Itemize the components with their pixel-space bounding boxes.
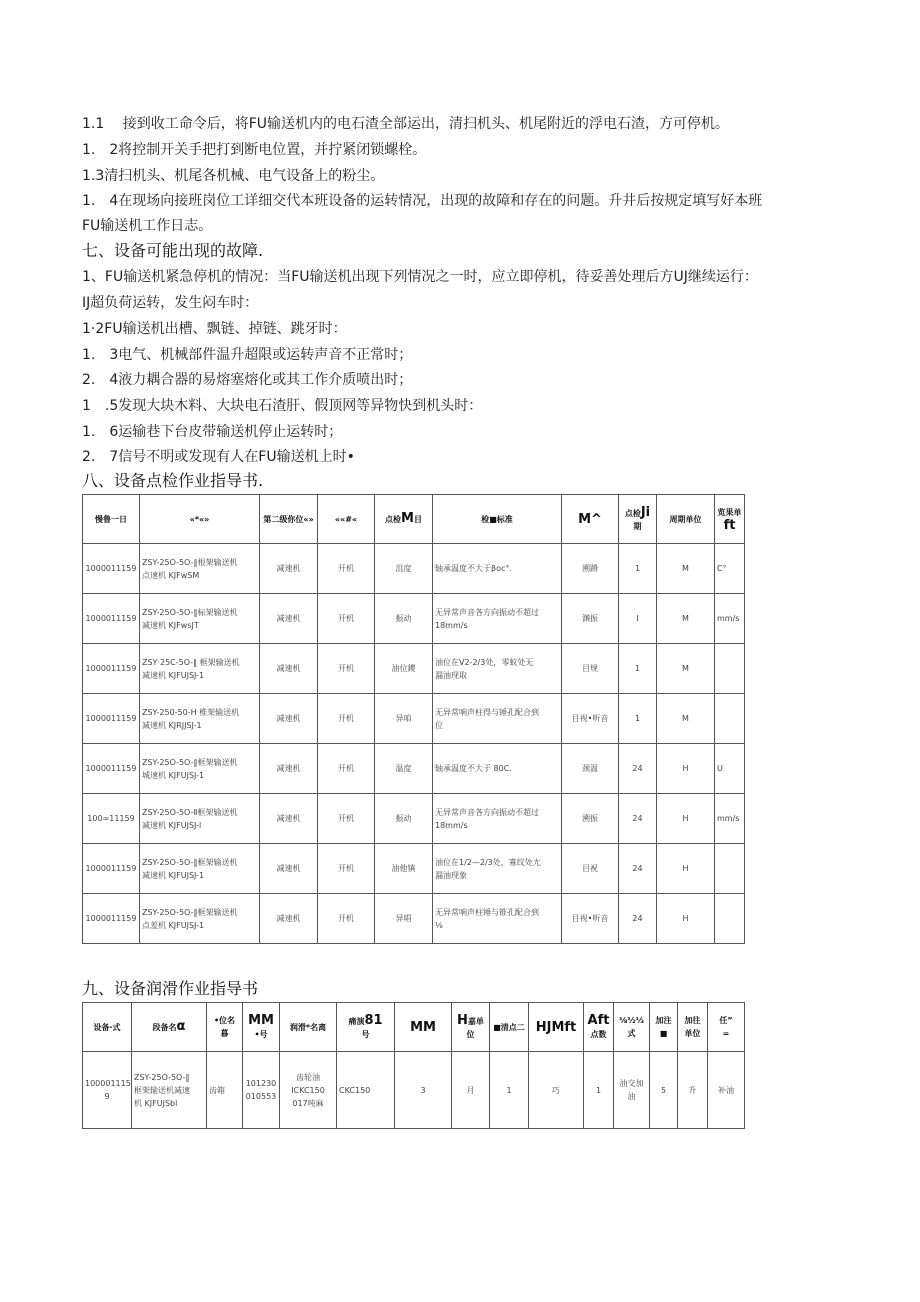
table-row bbox=[83, 894, 745, 944]
lubrication-table bbox=[82, 1002, 745, 1129]
table-cell: I bbox=[619, 594, 657, 644]
section7-line-8: 2. 7信号不明或发现有人在FU输送机上时• bbox=[82, 449, 355, 465]
table-cell: 振动 bbox=[375, 594, 433, 644]
header-cell: 第二级你位«» bbox=[260, 495, 318, 544]
table-cell: 24 bbox=[619, 794, 657, 844]
table-cell: U bbox=[715, 744, 745, 794]
table-cell: 1 bbox=[619, 694, 657, 744]
table-cell: 异唱 bbox=[375, 894, 433, 944]
table-cell: 油位在1/2—2/3处，寡纹处尢 漏油现象 bbox=[433, 844, 562, 894]
table-cell: H bbox=[657, 844, 715, 894]
table-cell: 100∞11159 bbox=[83, 794, 140, 844]
header-cell: Aft 点数 bbox=[584, 1003, 614, 1052]
header-cell: 润滑*名离 bbox=[280, 1003, 337, 1052]
table-cell: 目规 bbox=[562, 644, 619, 694]
section7-line-5: 2. 4液力耦合器的易熔塞熔化或其工作介质喷出时； bbox=[82, 372, 413, 388]
table-row bbox=[83, 644, 745, 694]
table-cell: 开机 bbox=[318, 744, 375, 794]
table-row bbox=[83, 794, 745, 844]
header-cell: ■清点二 bbox=[490, 1003, 529, 1052]
table-cell: 目祝 bbox=[562, 844, 619, 894]
header-cell: •位名 暮 bbox=[207, 1003, 243, 1052]
table-cell: 24 bbox=[619, 744, 657, 794]
table-cell: H bbox=[657, 794, 715, 844]
table-cell bbox=[715, 694, 745, 744]
table-cell: ZSY-25O-5O-Ⅱ框架输送机 减速机 KJFUJSJ-l bbox=[140, 794, 260, 844]
paragraph-4: 1. 4在现场向接班岗位工详细交代本班设备的运转情况，出现的故障和存在的问题。升井后按规定填写好本班 bbox=[82, 193, 763, 209]
table-cell: ZSY-25O-5O-‖框架输送机 减速机 KJFUJSJ-1 bbox=[140, 844, 260, 894]
header-cell: 周期单位 bbox=[657, 495, 715, 544]
section7-line-6: 1 .5发现大块木料、大块电石渣肝、假顶网等异物快到机头时： bbox=[82, 398, 483, 414]
section7-line-7: 1. 6运输巷下台皮带输送机停止运转时； bbox=[82, 424, 343, 440]
table-cell: 减速机 bbox=[260, 744, 318, 794]
header-cell: 点检Ji 期 bbox=[619, 495, 657, 544]
table-cell: 24 bbox=[619, 894, 657, 944]
table-cell: 油交加 油 bbox=[614, 1052, 650, 1129]
table-cell: 异咱 bbox=[375, 694, 433, 744]
section7-line-3: 1·2FU输送机出槽、飘链、掉链、跳牙时： bbox=[82, 321, 347, 337]
paragraph-3: 1.3清扫机头、机尾各机械、电气设备上的粉尘。 bbox=[82, 168, 385, 184]
table-cell: 开机 bbox=[318, 594, 375, 644]
table-cell: ZSY·25C-5O-‖ 框架输送机 减速机 KJFUJSJ-1 bbox=[140, 644, 260, 694]
table-cell: ZSY-25O-5O-‖框架输送机 点羞机 KJFUJSJ-1 bbox=[140, 894, 260, 944]
table-cell: 1 bbox=[619, 544, 657, 594]
table-cell: ZSY-25O-5O-‖ 框架输送机减速 机 KJFUJSbl bbox=[132, 1052, 207, 1129]
header-cell: 设备·式 bbox=[83, 1003, 132, 1052]
header-cell: 痛演81 号 bbox=[337, 1003, 395, 1052]
table-cell: 1000011159 bbox=[83, 844, 140, 894]
paragraph-1: 1.1 接到收工命令后，将FU输送机内的电石渣全部运出，清扫机头、机尾附近的浮电石渣，方可停机。 bbox=[82, 116, 730, 132]
header-cell: 览果单 ft bbox=[715, 495, 745, 544]
header-cell: 任” = bbox=[708, 1003, 745, 1052]
section7-line-4: 1. 3电气、机械部件温升超限或运转声音不正常时； bbox=[82, 347, 413, 363]
table-cell: 减速机 bbox=[260, 694, 318, 744]
section7-line-1: 1、FU输送机紧急停机的情况：当FU输送机出现下列情况之一时，应立即停机，待妥善处理后方UJ继续运行： bbox=[82, 269, 758, 285]
table-cell: 100001115 9 bbox=[83, 1052, 132, 1129]
table-cell: 油位鑁 bbox=[375, 644, 433, 694]
header-cell: ««#« bbox=[318, 495, 375, 544]
table-cell: 1000011159 bbox=[83, 544, 140, 594]
table-cell: 开机 bbox=[318, 894, 375, 944]
header-cell: 点检M目 bbox=[375, 495, 433, 544]
table-row bbox=[83, 594, 745, 644]
table-cell: 齿轮油 ICKC150 017吨麻 bbox=[280, 1052, 337, 1129]
header-cell: 慢鲁一日 bbox=[83, 495, 140, 544]
table-cell: 月 bbox=[452, 1052, 490, 1129]
table-cell: 溯振 bbox=[562, 794, 619, 844]
section7-line-2: IJ超负荷运转，发生闷车时： bbox=[82, 295, 259, 311]
table-cell: 减速机 bbox=[260, 844, 318, 894]
header-cell: HJMft bbox=[529, 1003, 584, 1052]
table-cell bbox=[715, 644, 745, 694]
table-cell: 补油 bbox=[708, 1052, 745, 1129]
table-cell bbox=[715, 844, 745, 894]
table-cell: 1000011159 bbox=[83, 694, 140, 744]
table-cell: 振动 bbox=[375, 794, 433, 844]
table-cell: 无异常声音各方向振动不超过 18mm/s bbox=[433, 794, 562, 844]
header-cell: MM bbox=[395, 1003, 452, 1052]
table-cell: ZSY-25O-5O-‖标架输送机 减速机 KJFwsJT bbox=[140, 594, 260, 644]
header-cell: 加注■ bbox=[650, 1003, 678, 1052]
table-cell: M bbox=[657, 544, 715, 594]
table-cell: 目视•听音 bbox=[562, 894, 619, 944]
header-cell: M^ bbox=[562, 495, 619, 544]
table-cell: 减速机 bbox=[260, 644, 318, 694]
table-cell: 无异常响声柱得与锤孔配合到 位 bbox=[433, 694, 562, 744]
table-cell: mm/s bbox=[715, 794, 745, 844]
section7-title: 七、设备可能出现的故障. bbox=[82, 241, 264, 260]
paragraph-5: FU输送机工作日志。 bbox=[82, 218, 213, 234]
table-cell: M bbox=[657, 694, 715, 744]
table-cell: 开机 bbox=[318, 644, 375, 694]
table-cell: mm/s bbox=[715, 594, 745, 644]
table-cell: 1 bbox=[619, 644, 657, 694]
table-cell: 开机 bbox=[318, 794, 375, 844]
table-cell: ZSY-25O-5O-‖框架输送机 城速机 KJFUJSJ-1 bbox=[140, 744, 260, 794]
header-cell: 加往 单位 bbox=[678, 1003, 708, 1052]
table-cell: 1 bbox=[584, 1052, 614, 1129]
section8-title: 八、设备点检作业指导书. bbox=[82, 471, 264, 490]
table-cell: C° bbox=[715, 544, 745, 594]
table-cell: 减速机 bbox=[260, 794, 318, 844]
table-cell: H bbox=[657, 744, 715, 794]
table-cell: 颈温 bbox=[562, 744, 619, 794]
table-cell: 3 bbox=[395, 1052, 452, 1129]
table-header-row bbox=[83, 1003, 745, 1052]
table-cell: 24 bbox=[619, 844, 657, 894]
table-row bbox=[83, 544, 745, 594]
table-cell: 1 bbox=[490, 1052, 529, 1129]
header-cell: 检■标准 bbox=[433, 495, 562, 544]
table-cell: CKC150 bbox=[337, 1052, 395, 1129]
table-row bbox=[83, 694, 745, 744]
table-cell: 1000011159 bbox=[83, 894, 140, 944]
table-cell: 沮度 bbox=[375, 544, 433, 594]
table-cell: 渊振 bbox=[562, 594, 619, 644]
header-cell: ⅛½⅓ 式 bbox=[614, 1003, 650, 1052]
table-cell: 轴承温度不大于βoc°. bbox=[433, 544, 562, 594]
table-cell: 目视•听音 bbox=[562, 694, 619, 744]
table-cell: M bbox=[657, 594, 715, 644]
table-cell: 轴承温度不大于 80C. bbox=[433, 744, 562, 794]
header-cell: MM •号 bbox=[243, 1003, 280, 1052]
table-cell: 减速机 bbox=[260, 594, 318, 644]
table-cell: 101230 010553 bbox=[243, 1052, 280, 1129]
table-cell: 溯蹐 bbox=[562, 544, 619, 594]
table-cell: 减速机 bbox=[260, 544, 318, 594]
table-cell: 齿箱 bbox=[207, 1052, 243, 1129]
table-cell: 1000011159 bbox=[83, 744, 140, 794]
table-cell: 升 bbox=[678, 1052, 708, 1129]
table-cell: ZSY-250-50-H 椎架输送机 减速机 KJRJJSJ-1 bbox=[140, 694, 260, 744]
table-cell: 1000011159 bbox=[83, 644, 140, 694]
paragraph-2: 1. 2将控制开关手把打到断电位置，并拧紧闭锁螺栓。 bbox=[82, 142, 427, 158]
table-cell: M bbox=[657, 644, 715, 694]
table-header-row bbox=[83, 495, 745, 544]
section9-title: 九、设备润滑作业指导书 bbox=[82, 979, 259, 998]
table-cell: 油位在V2-2/3处，零蚁处无 漏油现取 bbox=[433, 644, 562, 694]
table-cell: 开机 bbox=[318, 694, 375, 744]
table-row bbox=[83, 744, 745, 794]
table-cell: 5 bbox=[650, 1052, 678, 1129]
table-cell: 1000011159 bbox=[83, 594, 140, 644]
table-cell: 无异常声音各方向振动不超过 18mm/s bbox=[433, 594, 562, 644]
table-row bbox=[83, 1052, 745, 1129]
table-cell: H bbox=[657, 894, 715, 944]
table-cell: 温度 bbox=[375, 744, 433, 794]
table-cell: 开机 bbox=[318, 544, 375, 594]
header-cell: 段备名α bbox=[132, 1003, 207, 1052]
table-cell: 减速机 bbox=[260, 894, 318, 944]
header-cell: H嘉单位 bbox=[452, 1003, 490, 1052]
table-row bbox=[83, 844, 745, 894]
table-cell: 开机 bbox=[318, 844, 375, 894]
table-cell: 巧 bbox=[529, 1052, 584, 1129]
header-cell: «*«» bbox=[140, 495, 260, 544]
table-cell: ZSY-25O-5O-‖根架输送机 点速机 KJFwSM bbox=[140, 544, 260, 594]
inspection-table bbox=[82, 494, 745, 944]
table-cell: 油他镇 bbox=[375, 844, 433, 894]
table-cell: 无异常响声柱锤与锥孔配合到 ⅛ bbox=[433, 894, 562, 944]
table-cell bbox=[715, 894, 745, 944]
